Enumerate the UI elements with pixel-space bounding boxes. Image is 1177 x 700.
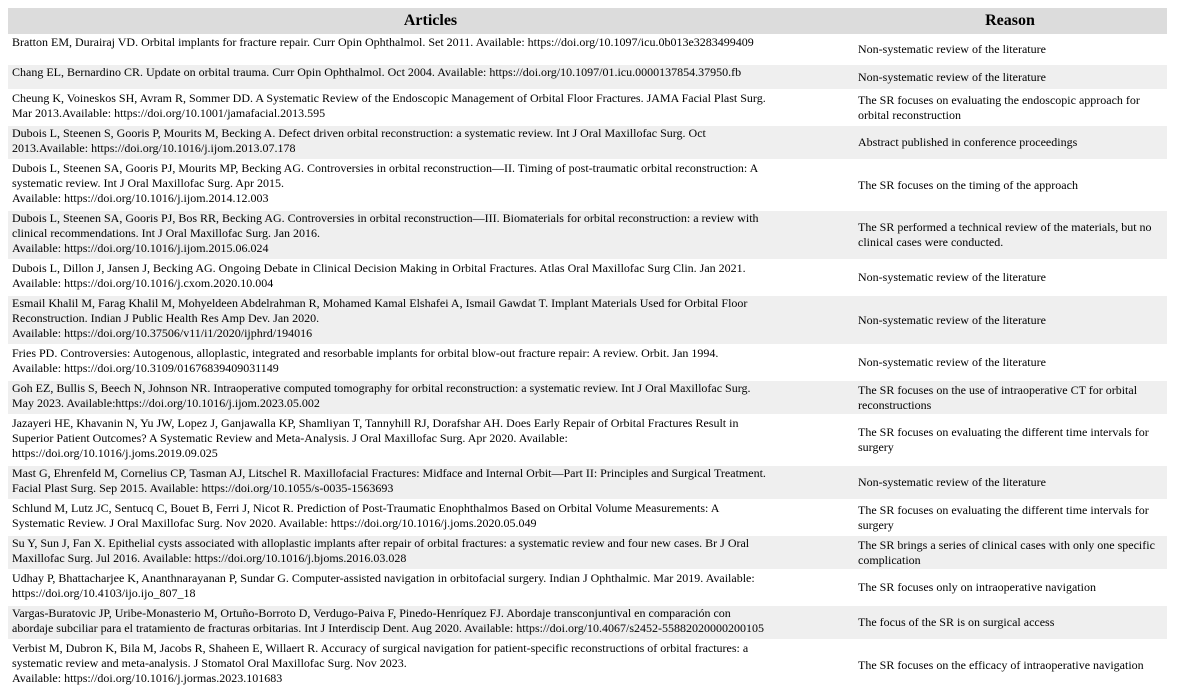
article-citation: Verbist M, Dubron K, Bila M, Jacobs R, Shaheen E, Willaert R. Accuracy of surgical navigation for patient-specific reconstructions of orbital fractures: a systematic review and meta-analysis. J Stomatol Oral Maxillofac Surg. Nov 2023. Available: https://doi.org/10.1016/j.jormas.2023.101683 [8,641,853,691]
exclusion-reason: Non-systematic review of the literature [853,346,1167,381]
article-citation: Cheung K, Voineskos SH, Avram R, Sommer DD. A Systematic Review of the Endoscopic Management of Orbital Floor Fractures. JAMA Facial Plast Surg. Mar 2013.Available: https://doi.org/10.1001/jamafacial.2013.595 [8,91,853,126]
exclusion-reason: The SR focuses on evaluating the different time intervals for surgery [853,416,1167,466]
reason-column-header: Reason [853,8,1167,35]
table-row [8,211,1167,261]
excluded-articles-table-wrapper [8,8,1167,691]
exclusion-reason: The SR focuses on the use of intraoperative CT for orbital reconstructions [853,381,1167,416]
article-citation: Esmail Khalil M, Farag Khalil M, Mohyeldeen Abdelrahman R, Mohamed Kamal Elshafei A, Ismail Gawdat T. Implant Materials Used for Orbital Floor Reconstruction. Indian J Public Health Res Amp Dev. Jan 2020. Available: https://doi.org/10.37506/v11/i1/2020/ijphrd/194016 [8,296,853,346]
table-row [8,466,1167,501]
article-citation: Dubois L, Steenen SA, Gooris PJ, Mourits MP, Becking AG. Controversies in orbital reconstruction—II. Timing of post-traumatic orbital reconstruction: A systematic review. Int J Oral Maxillofac Surg. Apr 2015. Available: https://doi.org/10.1016/j.ijom.2014.12.003 [8,161,853,211]
table-row [8,501,1167,536]
article-citation: Fries PD. Controversies: Autogenous, alloplastic, integrated and resorbable implants for orbital blow-out fracture repair: A review. Orbit. Jan 1994. Available: https://doi.org/10.3109/01676839409031149 [8,346,853,381]
table-row [8,381,1167,416]
article-citation: Su Y, Sun J, Fan X. Epithelial cysts associated with alloplastic implants after repair of orbital fractures: a systematic review and four new cases. Br J Oral Maxillofac Surg. Jul 2016. Available: https://doi.org/10.1016/j.bjoms.2016.03.028 [8,536,853,571]
exclusion-reason: Non-systematic review of the literature [853,296,1167,346]
table-row [8,641,1167,691]
article-citation: Vargas-Buratovic JP, Uribe-Monasterio M, Ortuño-Borroto D, Verdugo-Paiva F, Pinedo-Henríquez FJ. Abordaje transconjuntival en comparación con abordaje subciliar para el tratamiento de fracturas orbitarias. Int J Interdiscip Dent. Aug 2020. Available: https://doi.org/10.4067/s2452-55882020000200105 [8,606,853,641]
exclusion-reason: Non-systematic review of the literature [853,35,1167,65]
article-citation: Udhay P, Bhattacharjee K, Ananthnarayanan P, Sundar G. Computer-assisted navigation in orbitofacial surgery. Indian J Ophthalmic. Mar 2019. Available: https://doi.org/10.4103/ijo.ijo_807_18 [8,571,853,606]
table-row [8,416,1167,466]
article-citation: Dubois L, Steenen SA, Gooris PJ, Bos RR, Becking AG. Controversies in orbital reconstruction—III. Biomaterials for orbital reconstruction: a review with clinical recommendations. Int J Oral Maxillofac Surg. Jan 2016. Available: https://doi.org/10.1016/j.ijom.2015.06.024 [8,211,853,261]
table-row [8,126,1167,161]
exclusion-reason: The SR focuses on the timing of the approach [853,161,1167,211]
exclusion-reason: The SR focuses on the efficacy of intraoperative navigation [853,641,1167,691]
table-row [8,606,1167,641]
excluded-articles-table [8,8,1167,691]
table-row [8,346,1167,381]
article-citation: Bratton EM, Durairaj VD. Orbital implants for fracture repair. Curr Opin Ophthalmol. Set 2011. Available: https://doi.org/10.1097/icu.0b013e3283499409 [8,35,853,65]
table-row [8,35,1167,65]
table-row [8,571,1167,606]
exclusion-reason: Non-systematic review of the literature [853,261,1167,296]
exclusion-reason: Non-systematic review of the literature [853,466,1167,501]
table-row [8,65,1167,91]
exclusion-reason: The SR performed a technical review of the materials, but no clinical cases were conducted. [853,211,1167,261]
articles-column-header: Articles [8,8,853,35]
table-row [8,161,1167,211]
article-citation: Schlund M, Lutz JC, Sentucq C, Bouet B, Ferri J, Nicot R. Prediction of Post-Traumatic Enophthalmos Based on Orbital Volume Measurements: A Systematic Review. J Oral Maxillofac Surg. Nov 2020. Available: https://doi.org/10.1016/j.joms.2020.05.049 [8,501,853,536]
exclusion-reason: Abstract published in conference proceedings [853,126,1167,161]
table-row [8,296,1167,346]
table-row [8,91,1167,126]
article-citation: Goh EZ, Bullis S, Beech N, Johnson NR. Intraoperative computed tomography for orbital reconstruction: a systematic review. Int J Oral Maxillofac Surg. May 2023. Available:https://doi.org/10.1016/j.ijom.2023.05.002 [8,381,853,416]
exclusion-reason: The SR focuses on evaluating the different time intervals for surgery [853,501,1167,536]
exclusion-reason: The SR focuses on evaluating the endoscopic approach for orbital reconstruction [853,91,1167,126]
table-header-row [8,8,1167,35]
article-citation: Chang EL, Bernardino CR. Update on orbital trauma. Curr Opin Ophthalmol. Oct 2004. Available: https://doi.org/10.1097/01.icu.0000137854.37950.fb [8,65,853,91]
exclusion-reason: The SR focuses only on intraoperative navigation [853,571,1167,606]
table-row [8,261,1167,296]
exclusion-reason: The SR brings a series of clinical cases with only one specific complication [853,536,1167,571]
exclusion-reason: Non-systematic review of the literature [853,65,1167,91]
article-citation: Dubois L, Dillon J, Jansen J, Becking AG. Ongoing Debate in Clinical Decision Making in Orbital Fractures. Atlas Oral Maxillofac Surg Clin. Jan 2021. Available: https://doi.org/10.1016/j.cxom.2020.10.004 [8,261,853,296]
table-row [8,536,1167,571]
exclusion-reason: The focus of the SR is on surgical access [853,606,1167,641]
article-citation: Jazayeri HE, Khavanin N, Yu JW, Lopez J, Ganjawalla KP, Shamliyan T, Tannyhill RJ, Dorafshar AH. Does Early Repair of Orbital Fractures Result in Superior Patient Outcomes? A Systematic Review and Meta-Analysis. J Oral Maxillofac Surg. Apr 2020. Available: https://doi.org/10.1016/j.joms.2019.09.025 [8,416,853,466]
article-citation: Mast G, Ehrenfeld M, Cornelius CP, Tasman AJ, Litschel R. Maxillofacial Fractures: Midface and Internal Orbit—Part II: Principles and Surgical Treatment. Facial Plast Surg. Sep 2015. Available: https://doi.org/10.1055/s-0035-1563693 [8,466,853,501]
article-citation: Dubois L, Steenen S, Gooris P, Mourits M, Becking A. Defect driven orbital reconstruction: a systematic review. Int J Oral Maxillofac Surg. Oct 2013.Available: https://doi.org/10.1016/j.ijom.2013.07.178 [8,126,853,161]
